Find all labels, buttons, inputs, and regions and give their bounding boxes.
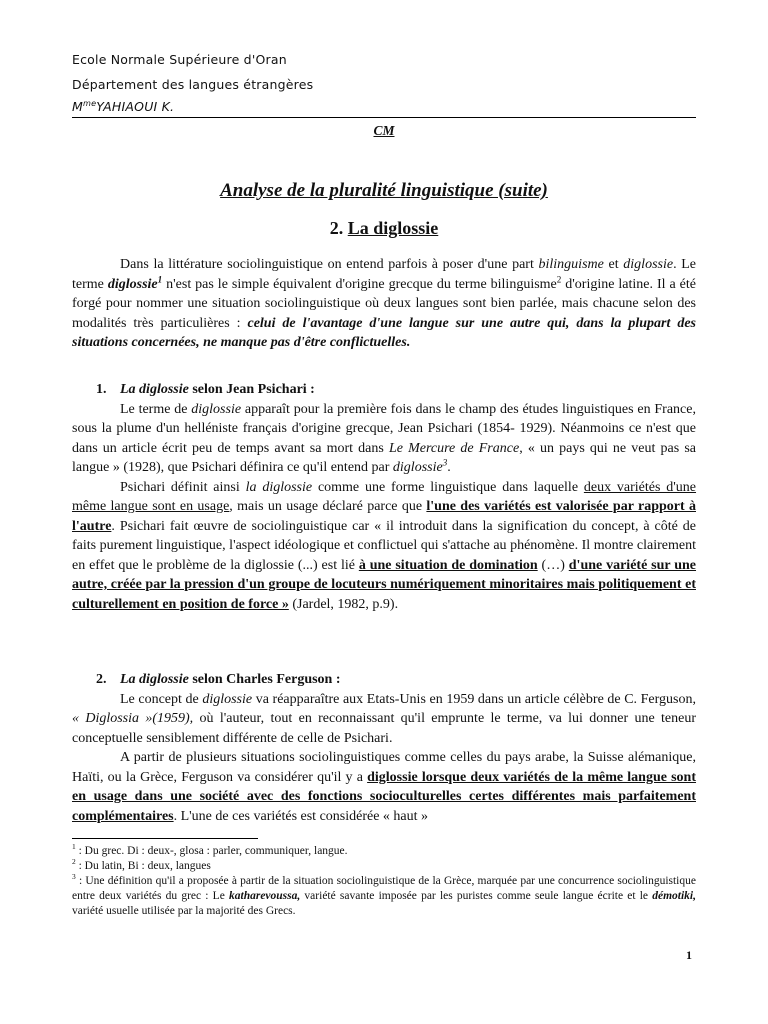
text-run: La diglossie	[120, 382, 189, 397]
subsection-heading	[72, 670, 696, 690]
text-run: . Le terme	[72, 257, 697, 292]
text-run: où l'auteur, tout en reconnaissant qu'il emprunte le terme, va lui donner une teneur conceptuelle sensiblement différente de celle de Psichari.	[72, 711, 697, 746]
text-run: comme une forme linguistique dans laquelle	[312, 479, 584, 495]
text-run: : Du latin, Bi : deux, langues	[75, 860, 211, 872]
text-run: diglossie	[191, 401, 242, 417]
text-run: (…)	[537, 557, 569, 573]
text-run: . L'une de ces variétés est considérée « haut »	[173, 808, 429, 824]
text-run: va réapparaître aux Etats-Unis en 1959 dans un article célèbre de C. Ferguson,	[252, 691, 696, 707]
text-run: Le concept de	[120, 691, 203, 707]
page-title: Analyse de la pluralité linguistique (suite)	[220, 180, 548, 201]
text-run: .	[447, 460, 451, 475]
text-run: d'origine latine. Il a été forgé pour nommer une situation sociolinguistique où deux langues sont bien parlée, mais chacune selon des modalités très particulières :	[72, 276, 696, 331]
text-run: et	[603, 257, 624, 272]
text-run: diglossie	[107, 276, 158, 292]
intro-paragraph	[72, 255, 696, 353]
text-run: variété savante imposée par les puristes comme seule langue écrite et le	[300, 890, 653, 902]
text-run: selon Jean Psichari :	[188, 382, 315, 397]
text-run: variété usuelle utilisée par la majorité des Grecs.	[72, 905, 296, 917]
footnote-ref: 3	[442, 457, 448, 468]
text-run: : Du grec. Di : deux-, glosa : parler, communiquer, langue.	[75, 845, 348, 857]
text-run: selon Charles Ferguson :	[188, 672, 341, 687]
footnote-ref: 1	[157, 273, 163, 284]
author-line	[72, 99, 174, 114]
text-run: , mais un usage déclaré parce que	[229, 499, 427, 514]
text-run: (Jardel, 1982, p.9).	[288, 596, 399, 612]
text-run: diglossie	[202, 691, 253, 707]
footnote-2	[72, 859, 696, 874]
department-name: Département des langues étrangères	[72, 77, 314, 92]
text-run: bilinguisme	[538, 257, 604, 272]
text-run: diglossie	[392, 460, 443, 475]
text-run: deux variétés d'une même langue sont en usage	[72, 479, 697, 514]
subsection-number: 1.	[96, 382, 107, 397]
footnotes	[72, 844, 696, 919]
text-run: diglossie	[623, 257, 674, 272]
text-run: . Psichari fait œuvre de sociolinguistique car « il introduit dans la signification du concept, à côté de faits purement linguistique, l'aspect idéologique et conflictuel qui s'attache au phénomène. Il montre clairement en effet que le problème de la diglossie (...) est lié	[72, 518, 696, 573]
text-run: d'une variété sur une autre, créée par la pression d'un groupe de locuteurs numériquement minoritaires mais politiquement et culturellement en position de force »	[72, 557, 697, 612]
page-number: 1	[686, 948, 692, 962]
footnote-number: 3	[72, 872, 76, 882]
section-title: La diglossie	[347, 218, 439, 238]
footnote-number: 1	[72, 842, 76, 852]
text-run: A partir de plusieurs situations sociolinguistiques comme celles du pays arabe, la Suisse alémanique, Haïti, ou la Grèce, Ferguson va considérer qu'il y a	[72, 750, 696, 785]
text-run: Le terme de	[120, 401, 192, 417]
course-type-label: CM	[373, 123, 395, 138]
text-run: diglossie lorsque deux variétés de la même langue sont en usage dans une société avec des fonctions socioculturelles certes différentes mais parfaitement complémentaires	[72, 769, 697, 824]
text-run: Psichari définit ainsi	[120, 479, 246, 495]
footnote-divider	[72, 838, 258, 839]
text-run: apparaît pour la première fois dans le champ des études linguistiques en France, sous la plume d'un helléniste français d'origine grecque, Jean Psichari (1854- 1929). Néanmoins ce n'est que dans un article écrit peu de temps avant sa mort dans	[72, 401, 696, 456]
section-heading	[0, 218, 768, 239]
text-run: « Diglossia »(1959),	[72, 711, 194, 726]
header-divider	[72, 117, 696, 118]
text-run: démotiki,	[652, 890, 696, 902]
text-run: l'une des variétés est valorisée par rapport à l'autre	[72, 499, 696, 534]
section-number: 2.	[329, 218, 344, 238]
author-prefix: M	[72, 99, 83, 114]
footnote-number: 2	[72, 857, 76, 867]
text-run: La diglossie	[120, 672, 189, 687]
text-run: à une situation de domination	[358, 557, 538, 573]
author-name: YAHIAOUI K.	[96, 99, 175, 114]
footnote-3	[72, 874, 696, 919]
text-run: Le Mercure de France	[388, 440, 520, 456]
school-name: Ecole Normale Supérieure d'Oran	[72, 52, 287, 67]
text-run: Dans la littérature sociolinguistique on entend parfois à poser d'une part	[120, 257, 539, 272]
text-run: la diglossie	[245, 479, 313, 495]
text-run: n'est pas le simple équivalent d'origine grecque du terme bilinguisme	[162, 276, 557, 292]
footnote-ref: 2	[556, 273, 562, 284]
subsection-ferguson	[72, 670, 696, 826]
subsection-psichari	[72, 380, 696, 614]
footnote-1	[72, 844, 696, 859]
text-run: : Une définition qu'il a proposée à partir de la situation sociolinguistique de la Grèce, marquée par une concurrence sociolinguistique entre deux variétés du grec : Le	[72, 875, 696, 902]
author-sup: me	[83, 97, 97, 108]
text-run: katharevoussa,	[229, 890, 301, 902]
text-run: , « un pays qui ne veut pas sa langue » (1928), que Psichari définira ce qu'il entend par	[72, 440, 696, 475]
text-run: celui de l'avantage d'une langue sur une autre qui, dans la plupart des situations concernées, ne manque pas d'être conflictuelles.	[72, 315, 696, 350]
subsection-number: 2.	[96, 672, 107, 687]
subsection-heading	[72, 380, 696, 400]
